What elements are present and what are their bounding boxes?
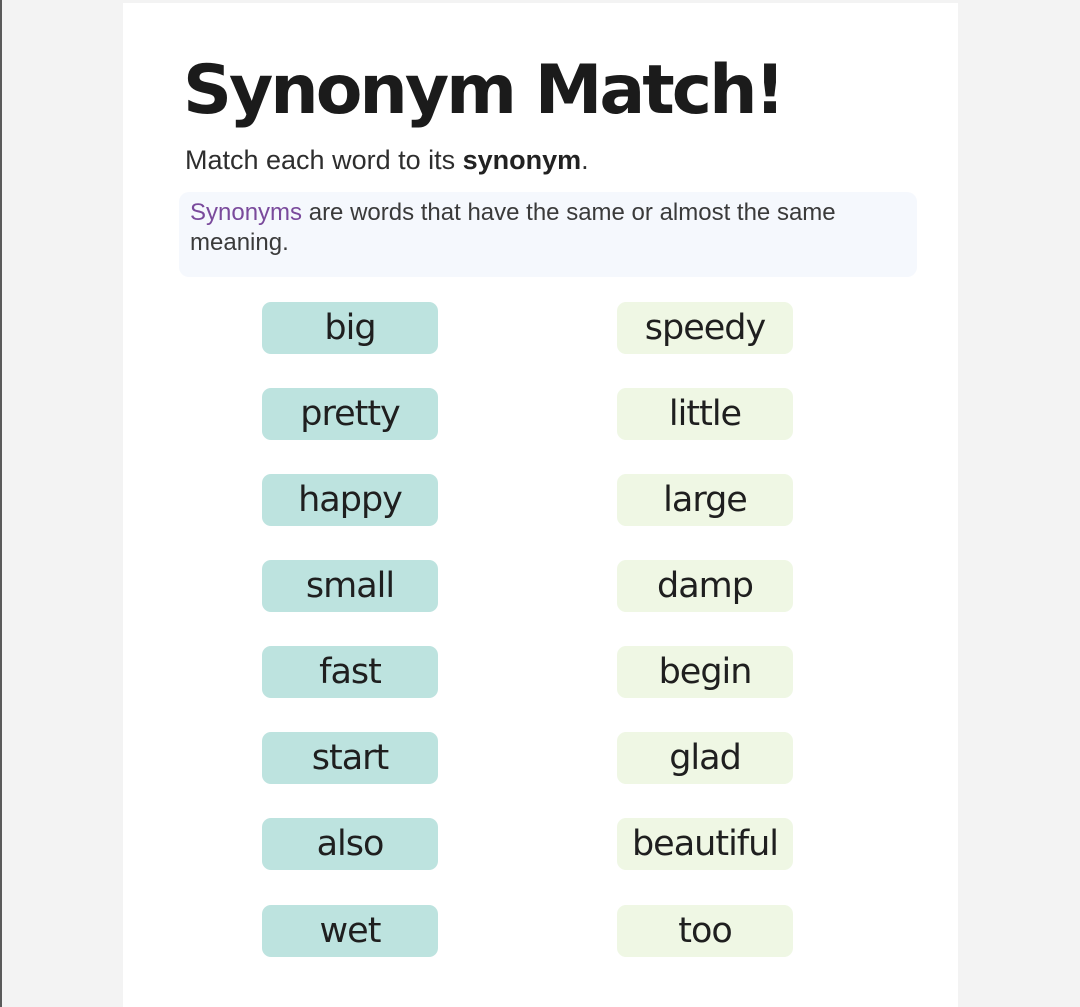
- definition-term: Synonyms: [190, 199, 303, 226]
- left-word-card[interactable]: happy: [262, 474, 438, 526]
- right-word-card[interactable]: begin: [617, 646, 793, 698]
- left-word-card[interactable]: pretty: [262, 388, 438, 440]
- right-word-card[interactable]: beautiful: [617, 818, 793, 870]
- right-word-card[interactable]: little: [617, 388, 793, 440]
- definition-box: [179, 192, 917, 277]
- window-edge: [0, 0, 2, 1007]
- right-word-card[interactable]: glad: [617, 732, 793, 784]
- left-word-card[interactable]: big: [262, 302, 438, 354]
- right-word-card[interactable]: speedy: [617, 302, 793, 354]
- worksheet-instructions: [185, 143, 589, 177]
- definition-text: are words that have the same or almost the same meaning.: [190, 199, 836, 256]
- instructions-prefix: Match each word to its: [185, 145, 463, 175]
- left-word-card[interactable]: start: [262, 732, 438, 784]
- instructions-suffix: .: [581, 145, 589, 175]
- worksheet-title: Synonym Match!: [183, 51, 783, 130]
- worksheet-page: [123, 3, 958, 1007]
- right-word-card[interactable]: large: [617, 474, 793, 526]
- left-word-card[interactable]: fast: [262, 646, 438, 698]
- left-word-card[interactable]: small: [262, 560, 438, 612]
- left-word-card[interactable]: wet: [262, 905, 438, 957]
- right-word-card[interactable]: too: [617, 905, 793, 957]
- instructions-bold-word: synonym: [462, 145, 582, 175]
- right-word-card[interactable]: damp: [617, 560, 793, 612]
- left-word-card[interactable]: also: [262, 818, 438, 870]
